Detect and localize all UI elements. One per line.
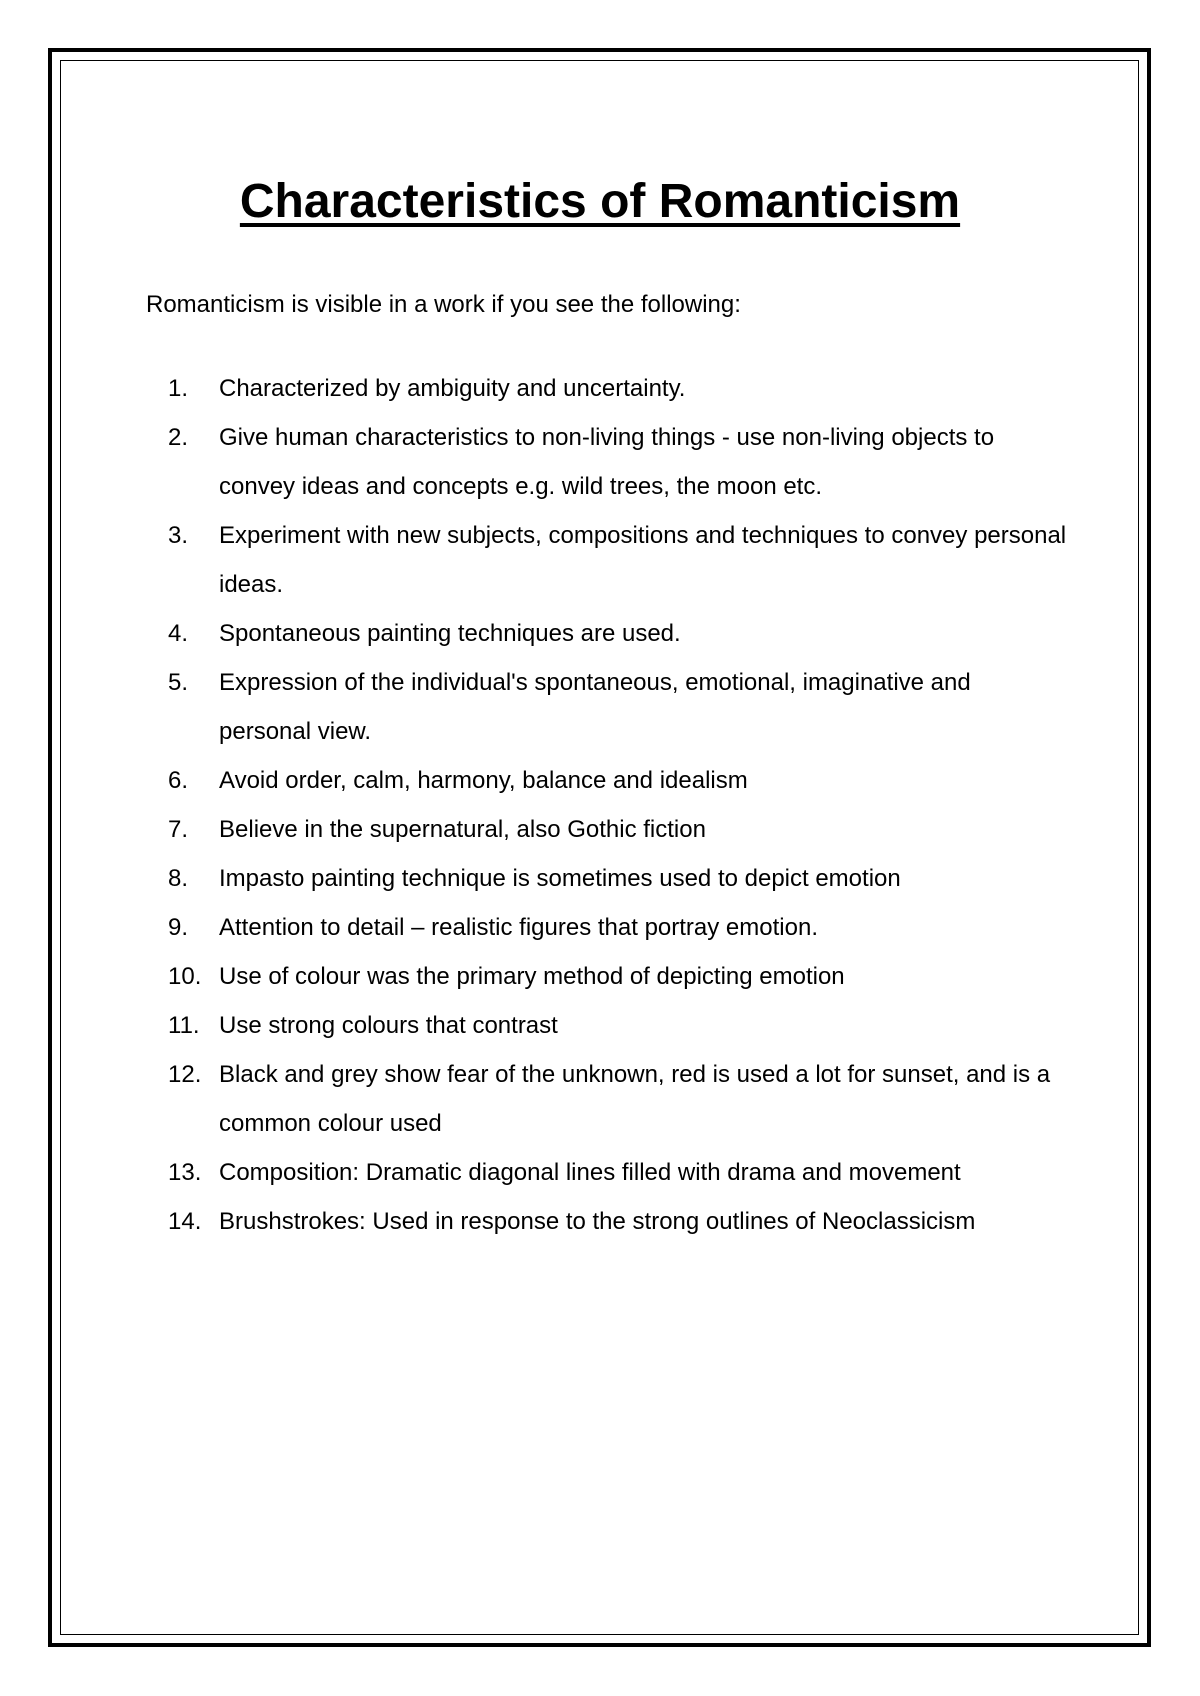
list-item-number: 5. (168, 669, 189, 696)
list-item-number: 7. (168, 816, 189, 843)
list-item-number: 3. (168, 522, 189, 549)
list-item (168, 756, 1068, 805)
list-item-text: Spontaneous painting techniques are used. (219, 620, 681, 647)
list-item-number: 12. (168, 1061, 202, 1088)
list-item (168, 854, 1068, 903)
list-item-number: 9. (168, 914, 189, 941)
list-item-number: 8. (168, 865, 189, 892)
list-item (168, 1001, 1068, 1050)
list-item (168, 1197, 1068, 1246)
list-item-text: Attention to detail – realistic figures that portray emotion. (219, 914, 818, 941)
list-item (168, 805, 1068, 854)
list-item-text: Expression of the individual's spontaneous, emotional, imaginative and personal view. (219, 669, 971, 745)
list-item-text: Composition: Dramatic diagonal lines filled with drama and movement (219, 1159, 961, 1186)
list-item (168, 364, 1068, 413)
list-item-text: Black and grey show fear of the unknown, red is used a lot for sunset, and is a common colour used (219, 1061, 1051, 1137)
list-item (168, 413, 1068, 511)
list-item-text: Experiment with new subjects, compositions and techniques to convey personal ideas. (219, 522, 1067, 598)
list-item-number: 1. (168, 375, 189, 402)
list-item-text: Use strong colours that contrast (219, 1012, 558, 1039)
list-item-number: 14. (168, 1208, 202, 1235)
list-item (168, 511, 1068, 609)
list-item (168, 1148, 1068, 1197)
list-item-text: Impasto painting technique is sometimes used to depict emotion (219, 865, 901, 892)
list-item-number: 10. (168, 963, 202, 990)
list-item (168, 1050, 1068, 1148)
list-item (168, 609, 1068, 658)
characteristics-list (168, 364, 1068, 1246)
list-item-number: 13. (168, 1159, 202, 1186)
list-item-number: 2. (168, 424, 189, 451)
list-item-text: Use of colour was the primary method of depicting emotion (219, 963, 845, 990)
list-item-text: Brushstrokes: Used in response to the strong outlines of Neoclassicism (219, 1208, 976, 1235)
list-item (168, 903, 1068, 952)
page-title-text: Characteristics of Romanticism (239, 175, 961, 228)
list-item (168, 658, 1068, 756)
list-item-text: Avoid order, calm, harmony, balance and idealism (219, 767, 748, 794)
list-item-text: Give human characteristics to non-living things - use non-living objects to convey ideas and concepts e.g. wild trees, the moon etc. (219, 424, 995, 500)
list-item-text: Believe in the supernatural, also Gothic fiction (219, 816, 706, 843)
list-item-number: 4. (168, 620, 189, 647)
list-item-number: 11. (168, 1012, 200, 1039)
list-item-number: 6. (168, 767, 189, 794)
intro-text: Romanticism is visible in a work if you see the following: (146, 291, 741, 318)
page-title (0, 172, 1200, 232)
list-item (168, 952, 1068, 1001)
list-item-text: Characterized by ambiguity and uncertainty. (219, 375, 686, 402)
